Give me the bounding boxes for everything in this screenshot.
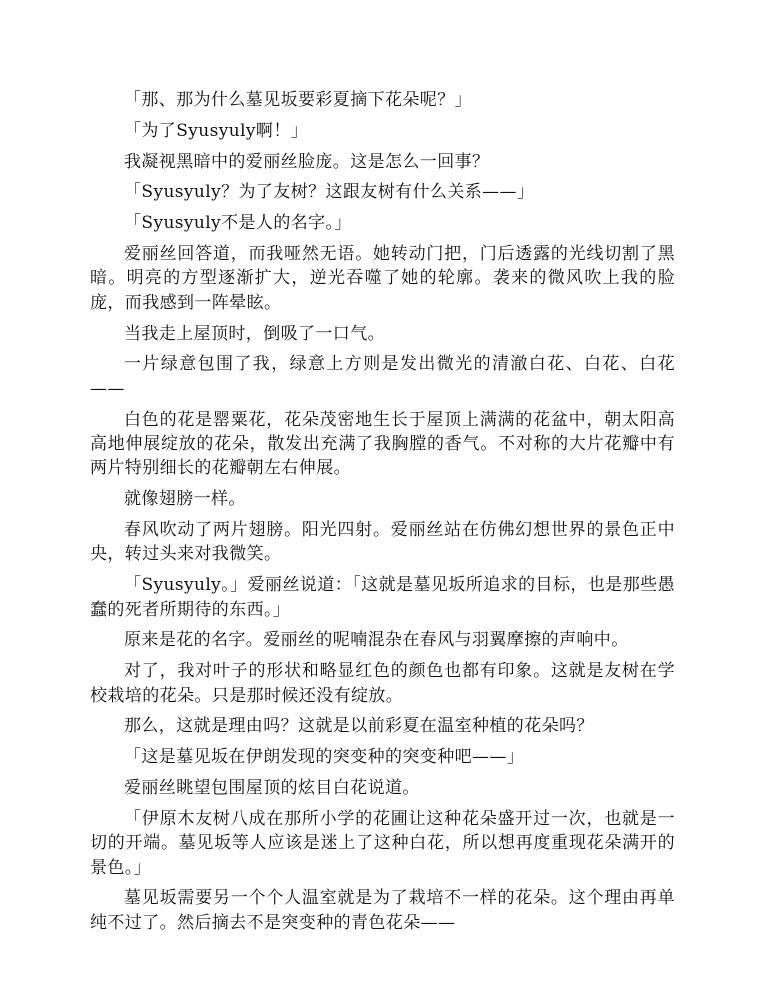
paragraph: 「伊原木友树八成在那所小学的花圃让这种花朵盛开过一次，也就是一切的开端。墓见坂等人应该是迷上了这种白花，所以想再度重现花朵满开的景色。」 (90, 808, 675, 878)
paragraph: 「这是墓见坂在伊朗发现的突变种的突变种吧——」 (124, 747, 525, 768)
paragraph: 对了，我对叶子的形状和略显红色的颜色也都有印象。这就是友树在学校栽培的花朵。只是那时候还没有绽放。 (90, 661, 675, 706)
paragraph: 「Syusyuly？为了友树？这跟友树有什么关系——」 (124, 182, 535, 203)
paragraph: 春风吹动了两片翅膀。阳光四射。爱丽丝站在仿佛幻想世界的景色正中央，转过头来对我微笑。 (90, 520, 675, 565)
paragraph: 当我走上屋顶时，倒吸了一口气。 (124, 323, 385, 344)
paragraph: 「Syusyuly。」爱丽丝说道：「这就是墓见坂所追求的目标，也是那些愚蠢的死者所期待的东西。」 (90, 575, 675, 620)
paragraph: 墓见坂需要另一个个人温室就是为了栽培不一样的花朵。这个理由再单纯不过了。然后摘去不是突变种的青色花朵—— (90, 888, 675, 933)
paragraph: 「那、那为什么墓见坂要彩夏摘下花朵呢？」 (124, 90, 472, 110)
paragraph: 我凝视黑暗中的爱丽丝脸庞。这是怎么一回事？ (124, 151, 490, 172)
paragraph: 那么，这就是理由吗？这就是以前彩夏在温室种植的花朵吗？ (124, 716, 594, 737)
paragraph: 爱丽丝眺望包围屋顶的炫目白花说道。 (124, 778, 420, 798)
paragraph: 一片绿意包围了我，绿意上方则是发出微光的清澈白花、白花、白花—— (90, 354, 675, 399)
paragraph: 原来是花的名字。爱丽丝的呢喃混杂在春风与羽翼摩擦的声响中。 (124, 630, 629, 651)
paragraph: 白色的花是罂粟花，花朵茂密地生长于屋顶上满满的花盆中，朝太阳高高地伸展绽放的花朵，散发出充满了我胸膛的香气。不对称的大片花瓣中有两片特别细长的花瓣朝左右伸展。 (90, 409, 675, 479)
paragraph: 爱丽丝回答道，而我哑然无语。她转动门把，门后透露的光线切割了黑暗。明亮的方型逐渐扩大，逆光吞噬了她的轮廓。袭来的微风吹上我的脸庞，而我感到一阵晕眩。 (90, 243, 675, 313)
paragraph: 「Syusyuly不是人的名字。」 (124, 213, 352, 234)
paragraph: 「为了Syusyuly啊！」 (124, 120, 309, 141)
paragraph: 就像翅膀一样。 (124, 489, 246, 510)
document-page (90, 88, 675, 942)
